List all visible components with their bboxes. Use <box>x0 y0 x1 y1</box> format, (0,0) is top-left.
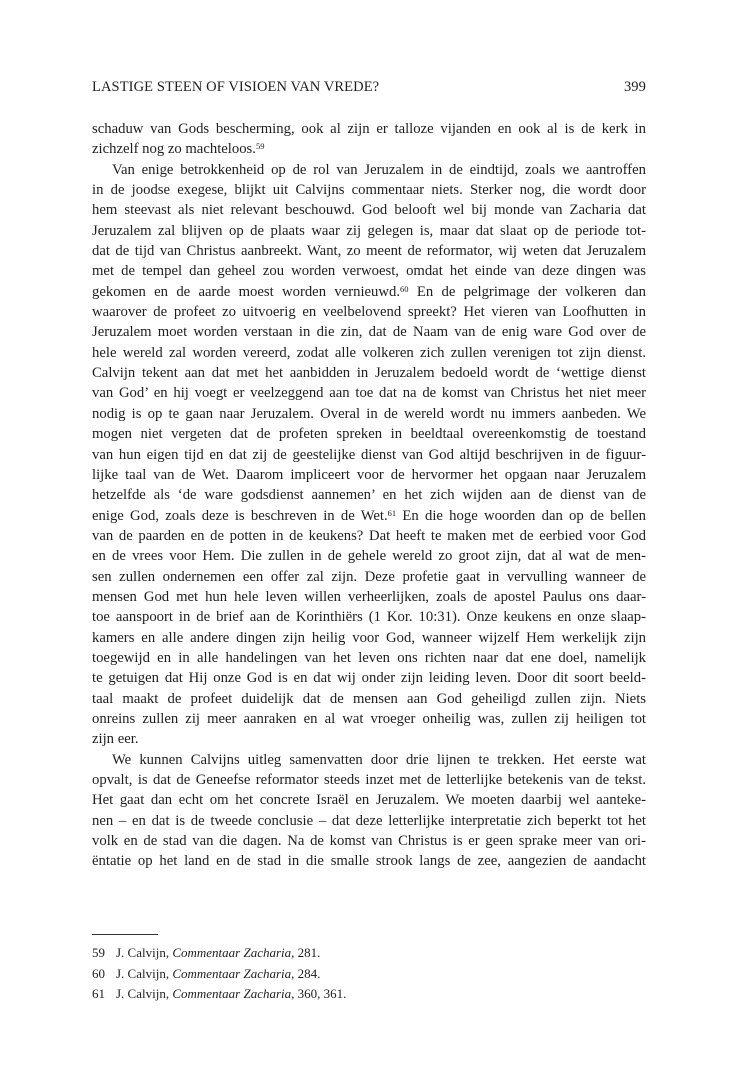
page-number: 399 <box>623 79 646 95</box>
text-line: volk en de stad van die dagen. Na de komst van Christus is er geen sprake meer van ori- <box>92 833 646 850</box>
footnote-number: 60 <box>92 965 105 981</box>
text-line: met de tempel dan geheel zou worden verwoest, omdat het einde van deze dingen was <box>92 263 646 280</box>
text-line: toegewijd en in alle handelingen van het leven ons richten naar dat ene doel, namelijk <box>92 649 646 666</box>
text-line: Jeruzalem zal blijven op de plaats waar zij gelegen is, maar dat slaat op de periode tot- <box>92 222 646 239</box>
text-line: in de joodse exegese, blijkt uit Calvijns commentaar niets. Sterker nog, die wordt door <box>92 182 646 199</box>
text-line: kamers en alle andere dingen zijn heilig voor God, wanneer wijzelf Hem werkelijk zijn <box>92 629 646 646</box>
footnote-ref[interactable]: 61 <box>387 507 397 518</box>
text-line: onreins zullen zij meer aanraken en al wat vroeger onheilig was, zullen zij heiligen tot <box>92 710 646 727</box>
running-title: LASTIGE STEEN OF VISIOEN VAN VREDE? <box>92 79 380 95</box>
footnote-ref[interactable]: 59 <box>255 141 265 152</box>
body-text <box>92 119 646 872</box>
text-line: Het gaat dan echt om het concrete Israël en Jeruzalem. We moeten daarbij wel aanteke- <box>92 792 646 809</box>
text-line: hetzelfde als ‘de ware godsdienst aannemen’ en het zich wijden aan de dienst van de <box>92 487 646 504</box>
text-line: van de paarden en de potten in de keukens? Dat heeft te maken met de eerbied voor God <box>92 527 646 544</box>
footnotes <box>92 943 646 1005</box>
text-line: hem steevast als niet relevant beschouwd. God belooft wel bij monde van Zacharia dat <box>92 202 646 219</box>
text-line: waarover de profeet zo uitvoerig en veelbelovend spreekt? Het vieren van Loofhutten in <box>92 304 646 321</box>
footnote-number: 61 <box>92 986 105 1001</box>
text-line: van hun eigen tijd en dat zij de geestelijke dienst van God altijd beschrijven in de figuur- <box>92 446 646 463</box>
footnote-number: 59 <box>92 945 105 960</box>
text-line: zijn eer. <box>92 731 139 748</box>
text-line: ëntatie op het land en de stad in die smalle strook langs de zee, aangezien de aandacht <box>92 853 646 870</box>
text-line: nodig is op te gaan naar Jeruzalem. Overal in de wereld wordt nu immers aanbeden. We <box>92 405 646 422</box>
text-line: opvalt, is dat de Geneefse reformator steeds inzet met de letterlijke betekenis van de tekst. <box>92 772 646 788</box>
text-line: dat de tijd van Christus aanbreekt. Want, zo meent de reformator, wij weten dat Jeruzalem <box>92 243 646 260</box>
paragraph-start-line: We kunnen Calvijns uitleg samenvatten door drie lijnen te trekken. Het eerste wat <box>112 751 646 768</box>
text-line: nen – en dat is de tweede conclusie – dat deze letterlijke interpretatie zich beperkt tot het <box>92 812 646 829</box>
text-line: schaduw van Gods bescherming, ook al zijn er talloze vijanden en ook al is de kerk in <box>92 121 646 137</box>
running-header <box>92 79 646 99</box>
work-title: Commentaar Zacharia <box>172 986 292 1001</box>
text-line: toe aanspoort in de brief aan de Korinthiërs (1 Kor. 10:31). Onze keukens en onze slaap- <box>92 609 646 626</box>
paragraph-start-line: Van enige betrokkenheid op de rol van Jeruzalem in de eindtijd, zoals we aantroffen <box>112 161 646 178</box>
text-line: van God’ en hij voegt er veelzeggend aan toe dat na de komst van Christus het niet meer <box>92 385 646 402</box>
text-line: te getuigen dat Hij onze God is en dat wij onder zijn leiding leven. Door dit soort beeld- <box>92 670 646 687</box>
text-line: mogen niet vergeten dat de profeten spreken in beeldtaal overeenkomstig de toestand <box>92 426 646 443</box>
text-line: Calvijn tekent aan dat met het aanbidden in Jeruzalem bedoeld wordt de ‘wettige dienst <box>92 365 646 382</box>
footnote-separator <box>92 934 158 935</box>
work-title: Commentaar Zacharia <box>172 965 292 981</box>
work-title: Commentaar Zacharia <box>172 945 292 960</box>
text-line: gekomen en de aarde moest worden vernieuwd.$^{60}$ En de pelgrimage der volkeren dan <box>92 283 646 300</box>
text-line: mensen God met hun hele leven willen verheerlijken, zoals de apostel Paulus ons daar- <box>92 588 646 605</box>
text-line: en de vrees voor Hem. Die zullen in de gehele wereld zo groot zijn, dat al wat de men- <box>92 548 646 565</box>
footnote: 59 J. Calvijn, Commentaar Zacharia, 281. <box>92 943 646 964</box>
footnote: 61 J. Calvijn, Commentaar Zacharia, 360, 361. <box>92 984 646 1005</box>
text-line: taal maakt de profeet duidelijk dat de mensen aan God geheiligd zullen zijn. Niets <box>92 690 646 707</box>
footnote-ref[interactable]: 60 <box>400 283 409 294</box>
text-line: hele wereld zal worden vereerd, zodat alle volkeren zich zullen verenigen tot zijn dienst. <box>92 344 646 361</box>
text-line: Jeruzalem moet worden verstaan in die zin, dat de Naam van de enig ware God over de <box>92 324 646 341</box>
text-line: enige God, zoals deze is beschreven in de Wet.$^{61}$ En die hoge woorden dan op de bellen <box>92 507 646 524</box>
text-line: sen zullen ondernemen een offer zal zijn. Deze profetie gaat in vervulling wanneer de <box>92 568 646 585</box>
text-line: zichzelf nog zo machteloos.$^{59}$ <box>92 141 265 158</box>
footnote: 60 J. Calvijn, Commentaar Zacharia, 284. <box>92 964 646 985</box>
text-line: lijke taal van de Wet. Daarom impliceert voor de hervormer het opgaan naar Jeruzalem <box>92 466 646 483</box>
